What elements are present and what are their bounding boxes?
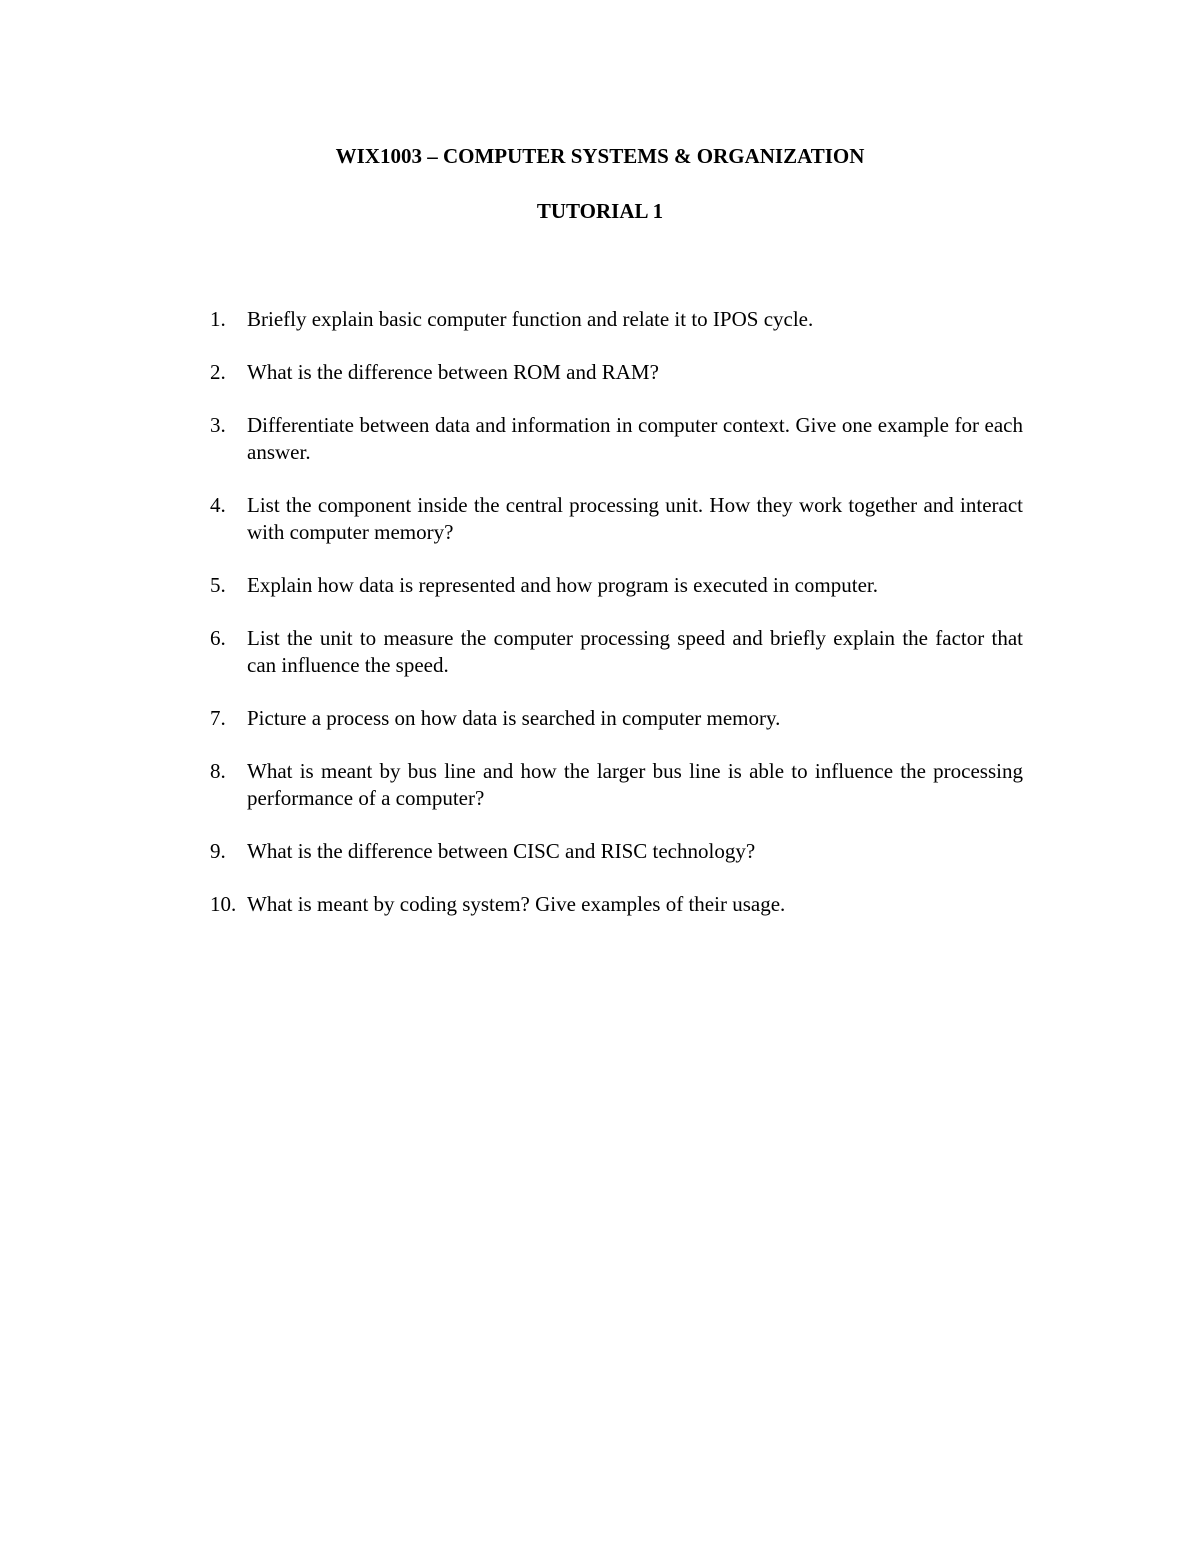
- question-text: List the component inside the central processing unit. How they work together and interact with computer memory?: [247, 493, 1023, 544]
- question-text: Picture a process on how data is searched in computer memory.: [247, 706, 781, 730]
- question-number: 2.: [210, 360, 226, 384]
- question-list: [210, 306, 1023, 944]
- question-number: 4.: [210, 493, 226, 517]
- question-item-10: [210, 891, 1023, 918]
- question-number: 7.: [210, 706, 226, 730]
- question-number: 3.: [210, 413, 226, 437]
- question-text: List the unit to measure the computer processing speed and briefly explain the factor that can influence the speed.: [247, 626, 1023, 677]
- question-item-7: [210, 705, 1023, 732]
- question-number: 6.: [210, 626, 226, 650]
- question-item-3: [210, 412, 1023, 466]
- question-text: What is the difference between ROM and RAM?: [247, 360, 659, 384]
- tutorial-title: TUTORIAL 1: [536, 199, 664, 223]
- question-item-5: [210, 572, 1023, 599]
- question-number: 9.: [210, 839, 226, 863]
- question-item-8: [210, 758, 1023, 812]
- question-number: 5.: [210, 573, 226, 597]
- question-text: What is meant by coding system? Give examples of their usage.: [247, 892, 786, 916]
- question-item-9: [210, 838, 1023, 865]
- question-item-6: [210, 625, 1023, 679]
- question-text: Differentiate between data and information in computer context. Give one example for each answer.: [247, 413, 1023, 464]
- course-title: WIX1003 – COMPUTER SYSTEMS & ORGANIZATION: [335, 144, 865, 168]
- question-item-4: [210, 492, 1023, 546]
- question-item-2: [210, 359, 1023, 386]
- question-text: What is meant by bus line and how the larger bus line is able to influence the processing performance of a computer?: [247, 759, 1023, 810]
- question-number: 1.: [210, 307, 226, 331]
- question-text: Briefly explain basic computer function and relate it to IPOS cycle.: [247, 307, 814, 331]
- question-number: 10.: [210, 892, 237, 916]
- question-text: Explain how data is represented and how program is executed in computer.: [247, 573, 878, 597]
- question-number: 8.: [210, 759, 226, 783]
- question-text: What is the difference between CISC and RISC technology?: [247, 839, 756, 863]
- question-item-1: [210, 306, 1023, 333]
